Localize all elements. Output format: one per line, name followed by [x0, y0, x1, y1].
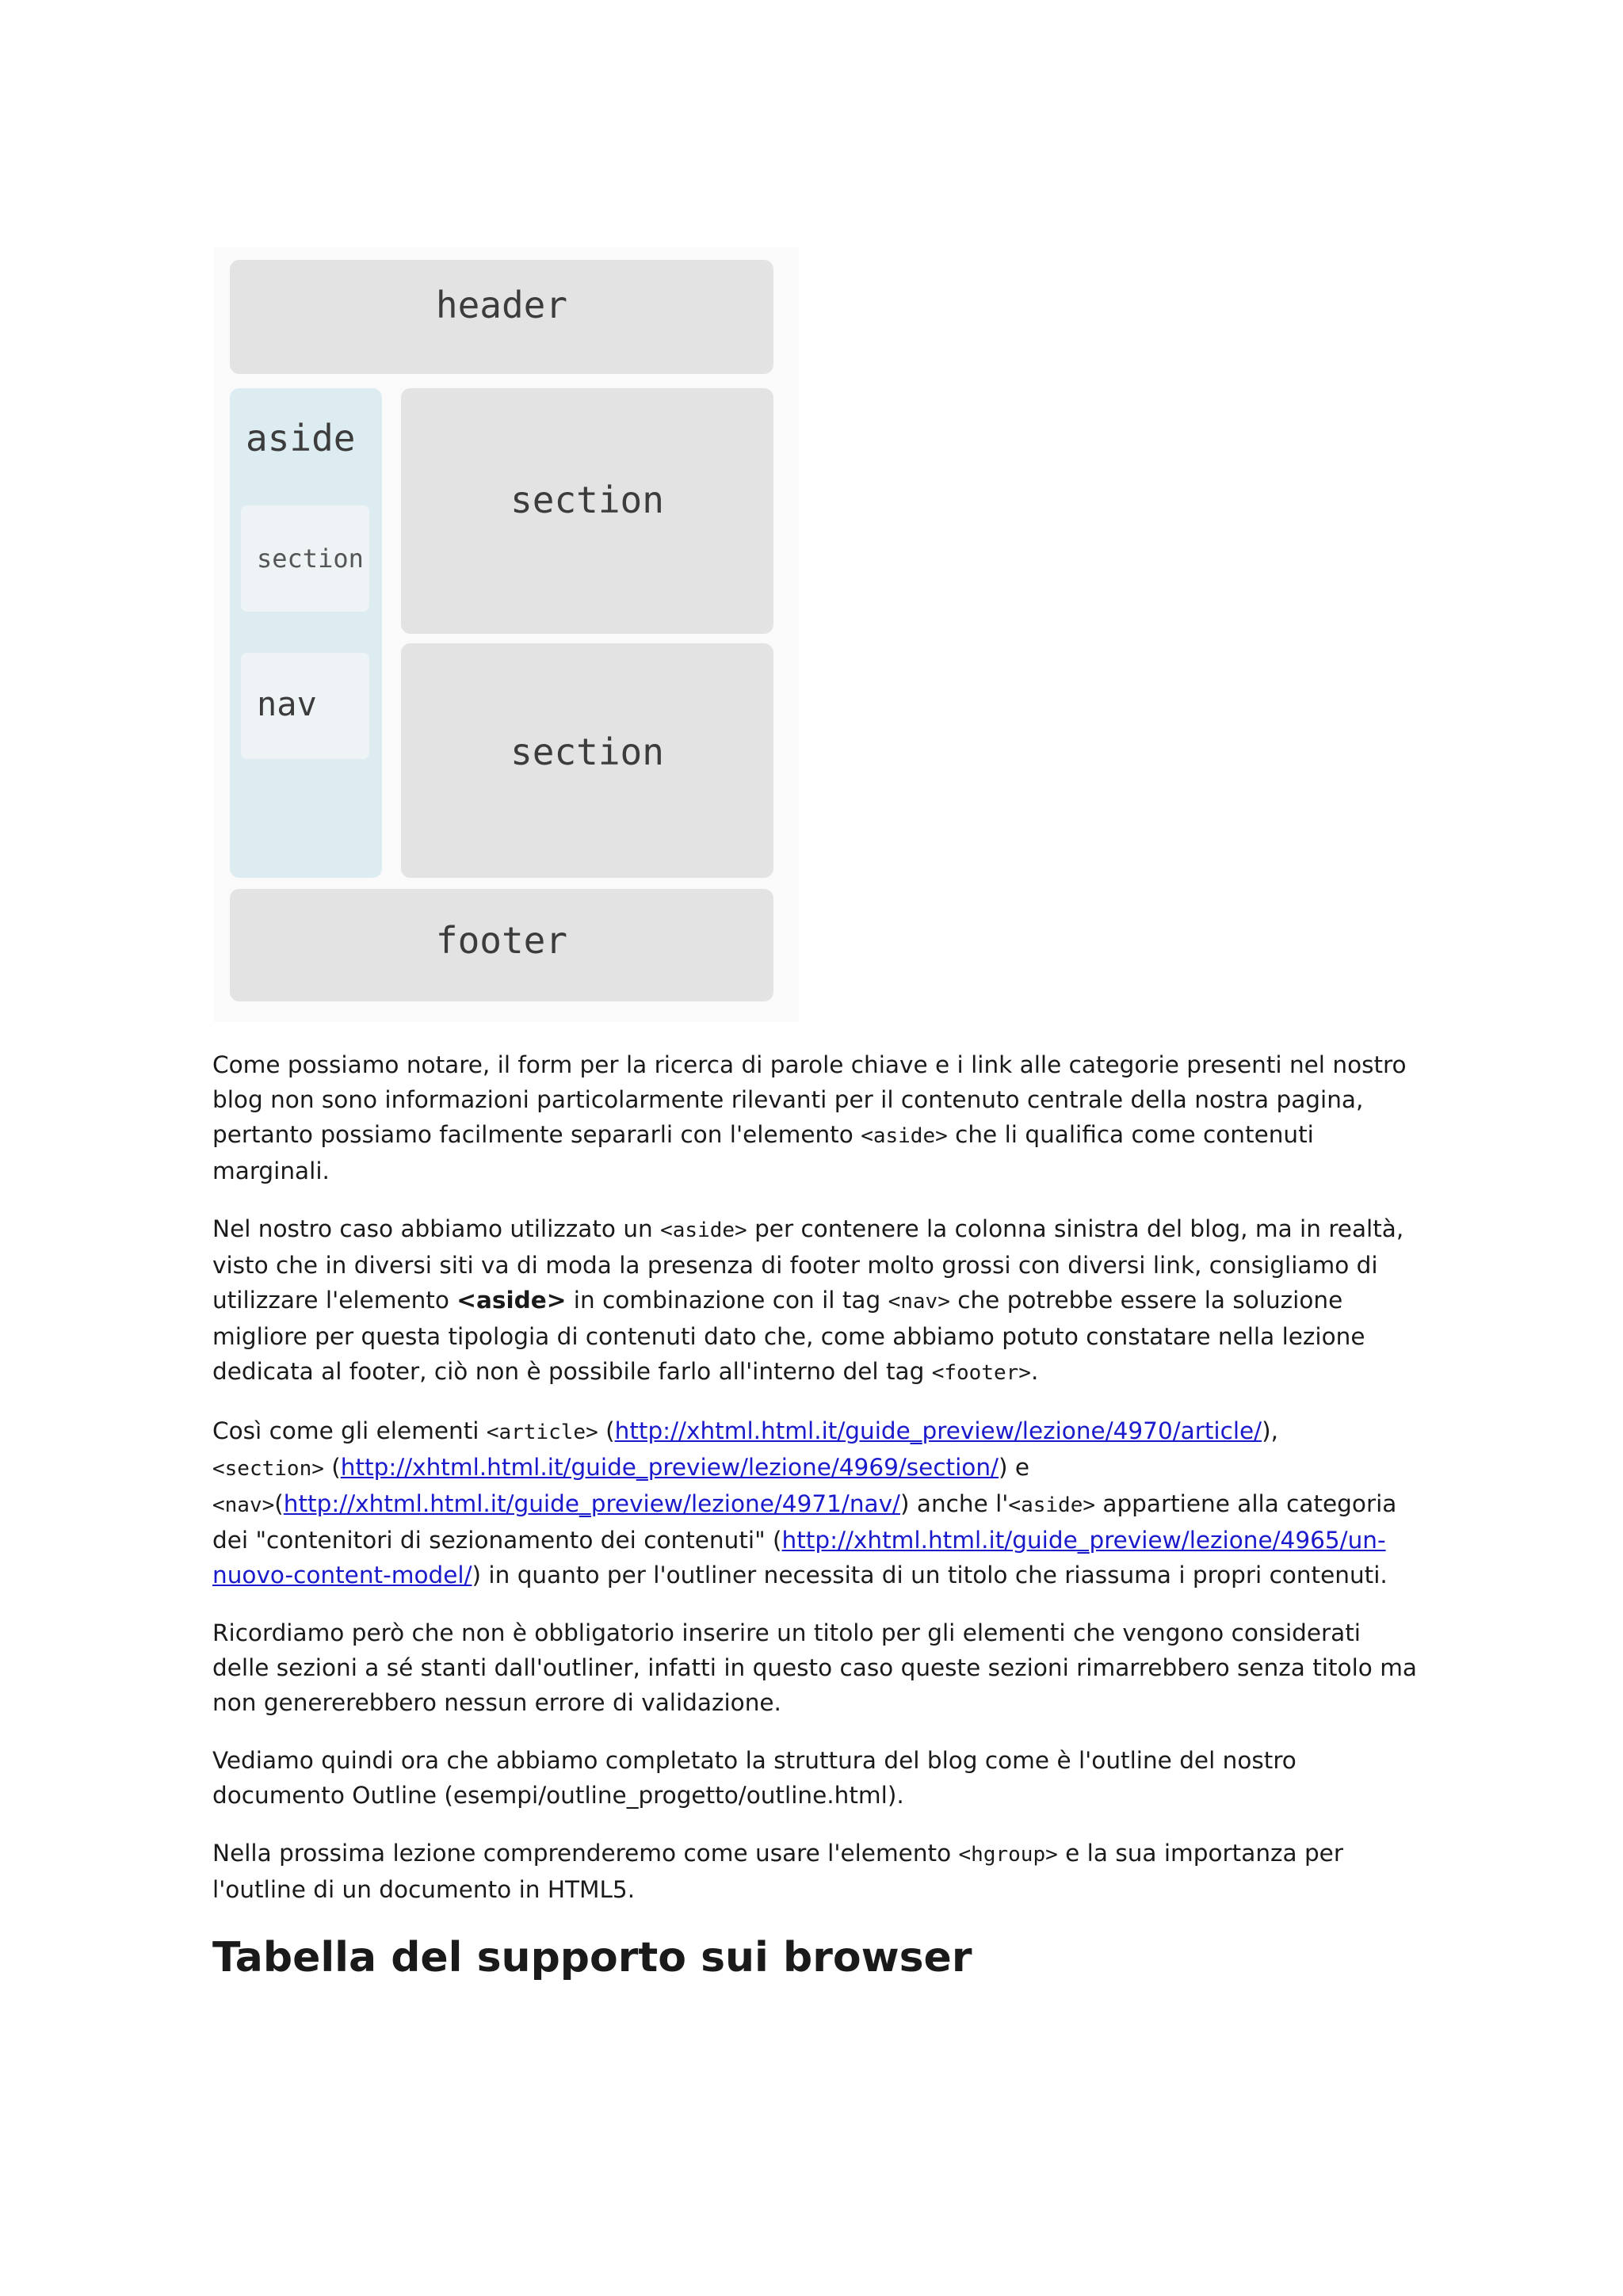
- diagram-aside-section-box: [241, 505, 369, 612]
- text: .: [1030, 1358, 1039, 1385]
- paragraph-5: Vediamo quindi ora che abbiamo completato la struttura del blog come è l'outline del nostro documento Outline (esempi/outline_progetto/outline.html).: [212, 1747, 1296, 1809]
- text: (: [323, 1454, 341, 1481]
- text: in combinazione con il tag: [566, 1287, 888, 1314]
- code-nav: <nav>: [212, 1493, 275, 1517]
- link-content-model-lesson[interactable]: http://xhtml.html.it/guide_preview/lezione/4965/un-nuovo-content-model/: [212, 1527, 1386, 1589]
- diagram-section-box-1: [401, 388, 773, 634]
- layout-diagram: [214, 247, 799, 1022]
- text: (: [598, 1417, 615, 1444]
- diagram-section-label-2: section: [510, 730, 664, 773]
- code-section: <section>: [212, 1457, 324, 1481]
- diagram-aside-box: [230, 388, 382, 878]
- paragraph-4: Ricordiamo però che non è obbligatorio inserire un titolo per gli elementi che vengono considerati delle sezioni a sé stanti dall'outliner, infatti in questo caso queste sezioni rimarrebbero senza titolo ma non genererebbero nessun errore di validazione.: [212, 1619, 1418, 1716]
- text: Nel nostro caso abbiamo utilizzato un: [212, 1215, 661, 1242]
- bold-aside: <aside>: [456, 1287, 567, 1314]
- diagram-aside-label: aside: [246, 417, 356, 460]
- diagram-header-label: header: [435, 284, 568, 326]
- diagram-section-label-1: section: [510, 479, 664, 521]
- text: appartiene alla categoria dei "contenitori di sezionamento dei contenuti" (: [212, 1490, 1397, 1554]
- paragraph-6: [212, 1836, 1417, 1907]
- diagram-aside-nav-label: nav: [257, 685, 317, 723]
- link-section-lesson[interactable]: http://xhtml.html.it/guide_preview/lezione/4969/section/: [340, 1454, 999, 1481]
- code-nav: <nav>: [888, 1290, 950, 1314]
- paragraph-3: [212, 1413, 1417, 1592]
- paragraph-1: [212, 1047, 1417, 1188]
- text: ) anche l': [900, 1490, 1009, 1517]
- code-hgroup: <hgroup>: [958, 1843, 1058, 1867]
- text: per contenere la colonna sinistra del blog, ma in realtà, visto che in diversi siti va di moda la presenza di footer molto grossi con diversi link, consigliamo di utilizzare l'elemento: [212, 1215, 1404, 1314]
- text: che li qualifica come contenuti marginali.: [212, 1121, 1314, 1184]
- code-aside: <aside>: [1008, 1493, 1095, 1517]
- code-aside: <aside>: [660, 1219, 747, 1242]
- diagram-section-box-2: [401, 643, 773, 878]
- section-heading: Tabella del supporto sui browser: [212, 1934, 972, 1981]
- text: Così come gli elementi: [212, 1417, 487, 1444]
- diagram-footer-box: [230, 889, 773, 1001]
- code-article: <article>: [486, 1421, 598, 1444]
- text: Come possiamo notare, il form per la ricerca di parole chiave e i link alle categorie presenti nel nostro blog non sono informazioni particolarmente rilevanti per il contenuto centrale della nostra pagina, pertanto possiamo facilmente separarli con l'elemento: [212, 1051, 1407, 1148]
- diagram-footer-label: footer: [435, 919, 568, 962]
- text: che potrebbe essere la soluzione migliore per questa tipologia di contenuti dato che, come abbiamo potuto constatare nella lezione dedicata al footer, ciò non è possibile farlo all'interno del tag: [212, 1287, 1365, 1385]
- article-body: [212, 1047, 1417, 1985]
- text: Nella prossima lezione comprenderemo come usare l'elemento: [212, 1840, 959, 1867]
- text: (: [274, 1490, 284, 1517]
- text: ),: [1262, 1417, 1279, 1444]
- link-article-lesson[interactable]: http://xhtml.html.it/guide_preview/lezione/4970/article/: [614, 1417, 1262, 1444]
- diagram-aside-section-label: section: [257, 543, 364, 574]
- text: ) in quanto per l'outliner necessita di un titolo che riassuma i propri contenuti.: [472, 1562, 1388, 1589]
- text: e la sua importanza per l'outline di un documento in HTML5.: [212, 1840, 1343, 1903]
- link-nav-lesson[interactable]: http://xhtml.html.it/guide_preview/lezione/4971/nav/: [283, 1490, 900, 1517]
- diagram-aside-nav-box: [241, 653, 369, 759]
- code-footer: <footer>: [931, 1361, 1031, 1385]
- paragraph-2: [212, 1211, 1417, 1390]
- diagram-header-box: [230, 260, 773, 374]
- text: ) e: [999, 1454, 1030, 1481]
- code-aside: <aside>: [861, 1124, 948, 1148]
